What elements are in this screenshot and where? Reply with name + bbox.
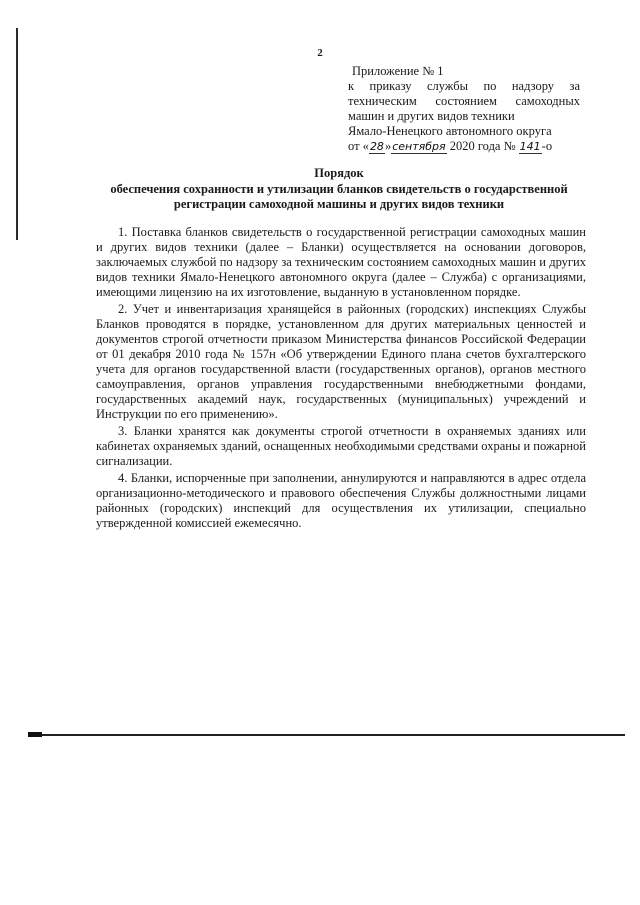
order-reference — [348, 139, 580, 154]
paragraph-4: 4. Бланки, испорченные при заполнении, аннулируются и направляются в адрес отдела организационно-методического и правового обеспечения Службы должностными лицами районных (городских) инспекций для осуществления их утилизации, специально утвержденной комиссией ежемесячно. — [96, 471, 586, 530]
page-number: 2 — [317, 47, 323, 59]
appendix-line-4: Ямало-Ненецкого автономного округа — [348, 124, 552, 138]
appendix-line-2: техническим состоянием самоходных — [348, 94, 580, 108]
order-month-handwritten: сентября — [392, 140, 446, 153]
document-title: Порядок — [314, 166, 364, 180]
order-day-handwritten: 28 — [369, 140, 384, 153]
document-title-block — [92, 166, 586, 212]
order-mid: » — [384, 139, 392, 153]
order-prefix: от « — [348, 139, 369, 153]
bottom-divider-line — [28, 734, 625, 736]
scan-edge-line — [16, 28, 18, 240]
paragraph-3: 3. Бланки хранятся как документы строгой отчетности в охраняемых зданиях или кабинетах охраняемых зданий, оснащенных необходимыми средствами охраны и пожарной сигнализации. — [96, 424, 586, 468]
document-body — [96, 225, 586, 533]
appendix-title: Приложение № 1 — [352, 64, 444, 78]
order-suffix: -о — [541, 139, 553, 153]
paragraph-1: 1. Поставка бланков свидетельств о государственной регистрации самоходных машин и других видов техники (далее – Бланки) осуществляется на основании договоров, заключаемых службой по надзору за техническим состоянием самоходных машин и других видов техники Ямало-Ненецкого автономного округа (далее – Служба) с организациями, имеющими лицензию на их изготовление, выданную в установленном порядке. — [96, 225, 586, 299]
appendix-line-3: машин и других видов техники — [348, 109, 515, 123]
bottom-scan-mark — [28, 732, 42, 737]
order-number-handwritten: 141 — [519, 140, 541, 153]
paragraph-2: 2. Учет и инвентаризация хранящейся в районных (городских) инспекциях Службы Бланков проводятся в порядке, установленном для других материальных ценностей и документов строгой отчетности приказом Министерства финансов Российской Федерации от 01 декабря 2010 года № 157н «Об утверждении Единого плана счетов бухгалтерского учета для органов государственной власти (государственных органов), органов местного самоуправления, органов управления государственными внебюджетными фондами, государственных академий наук, государственных (муниципальных) учреждений и Инструкции по его применению». — [96, 302, 586, 421]
appendix-line-1: к приказу службы по надзору за — [348, 79, 580, 93]
appendix-header — [348, 64, 580, 154]
document-subtitle: обеспечения сохранности и утилизации бланков свидетельств о государственной регистрации самоходной машины и других видов техники — [110, 182, 568, 211]
order-year-text: 2020 года № — [446, 139, 519, 153]
